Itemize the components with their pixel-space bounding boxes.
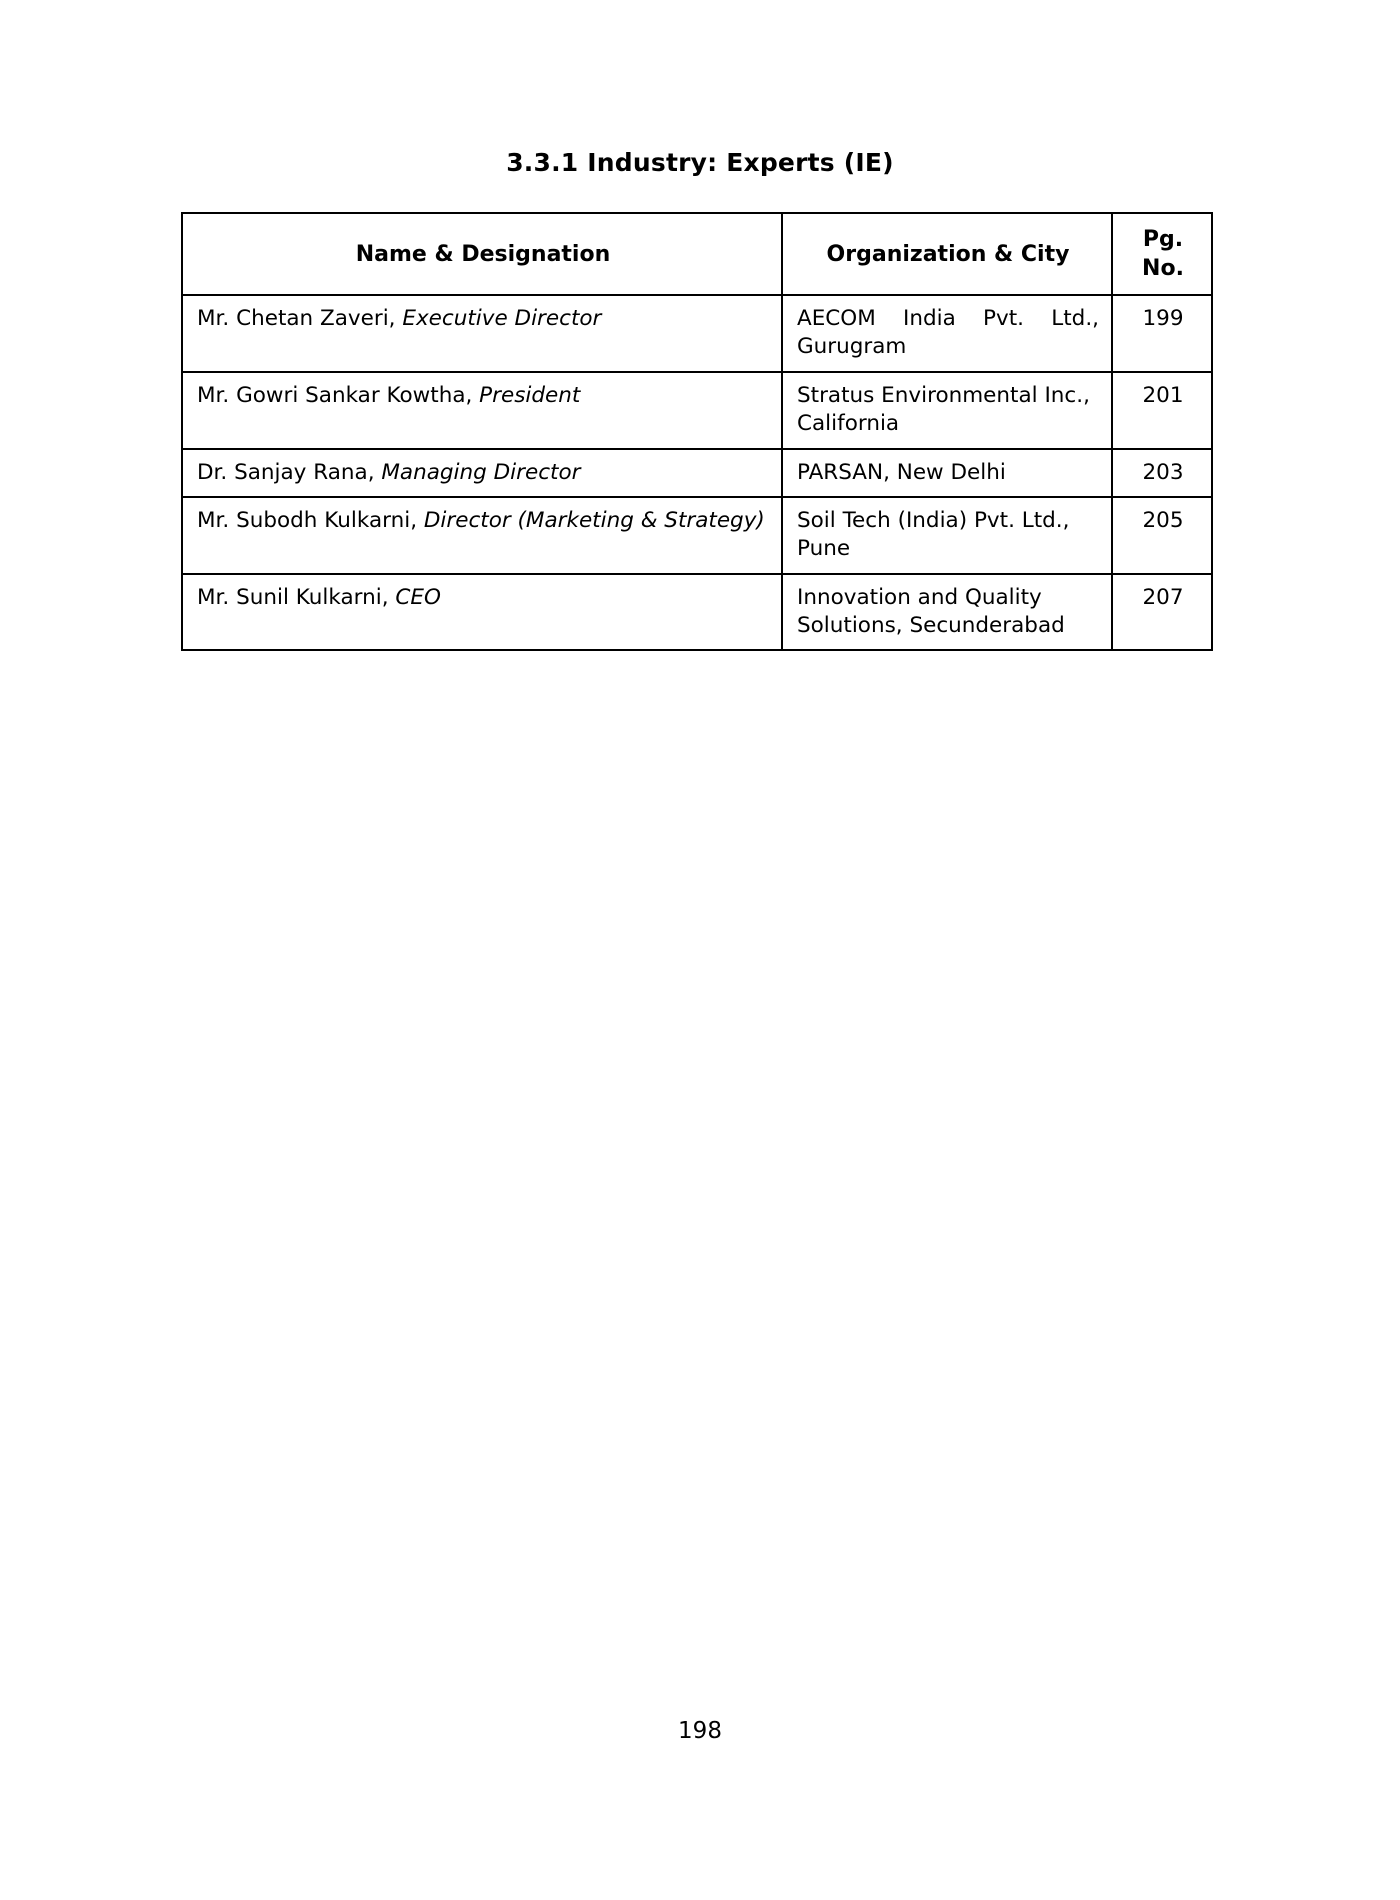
cell-organization: AECOM India Pvt. Ltd., Gurugram <box>782 295 1112 372</box>
cell-name-designation <box>182 497 782 574</box>
person-designation: Managing Director <box>381 459 581 485</box>
column-header-organization: Organization & City <box>782 213 1112 295</box>
experts-table-container <box>181 212 1211 651</box>
table-row <box>182 497 1212 574</box>
person-designation: CEO <box>395 584 441 610</box>
column-header-page: Pg. No. <box>1112 213 1212 295</box>
person-designation: Director (Marketing & Strategy) <box>423 507 765 533</box>
table-row <box>182 295 1212 372</box>
person-designation: Executive Director <box>402 306 602 332</box>
cell-name-designation <box>182 574 782 651</box>
cell-organization: Stratus Environmental Inc., California <box>782 372 1112 449</box>
person-name: Mr. Chetan Zaveri, <box>197 306 403 332</box>
cell-name-designation <box>182 295 782 372</box>
cell-page-number: 205 <box>1112 497 1212 574</box>
cell-page-number: 203 <box>1112 449 1212 497</box>
person-name: Mr. Sunil Kulkarni, <box>197 584 396 610</box>
table-row <box>182 574 1212 651</box>
page-footer-number: 198 <box>678 1718 722 1744</box>
table-header-row <box>182 213 1212 295</box>
person-designation: President <box>479 382 581 408</box>
cell-page-number: 199 <box>1112 295 1212 372</box>
cell-page-number: 207 <box>1112 574 1212 651</box>
cell-name-designation <box>182 372 782 449</box>
cell-page-number: 201 <box>1112 372 1212 449</box>
cell-organization: PARSAN, New Delhi <box>782 449 1112 497</box>
person-name: Mr. Subodh Kulkarni, <box>197 507 424 533</box>
section-heading: 3.3.1 Industry: Experts (IE) <box>506 148 894 177</box>
table-row <box>182 449 1212 497</box>
column-header-name: Name & Designation <box>182 213 782 295</box>
cell-organization: Soil Tech (India) Pvt. Ltd., Pune <box>782 497 1112 574</box>
person-name: Dr. Sanjay Rana, <box>197 459 382 485</box>
cell-organization: Innovation and Quality Solutions, Secunderabad <box>782 574 1112 651</box>
person-name: Mr. Gowri Sankar Kowtha, <box>197 382 480 408</box>
cell-name-designation <box>182 449 782 497</box>
table-row <box>182 372 1212 449</box>
experts-table <box>181 212 1213 651</box>
